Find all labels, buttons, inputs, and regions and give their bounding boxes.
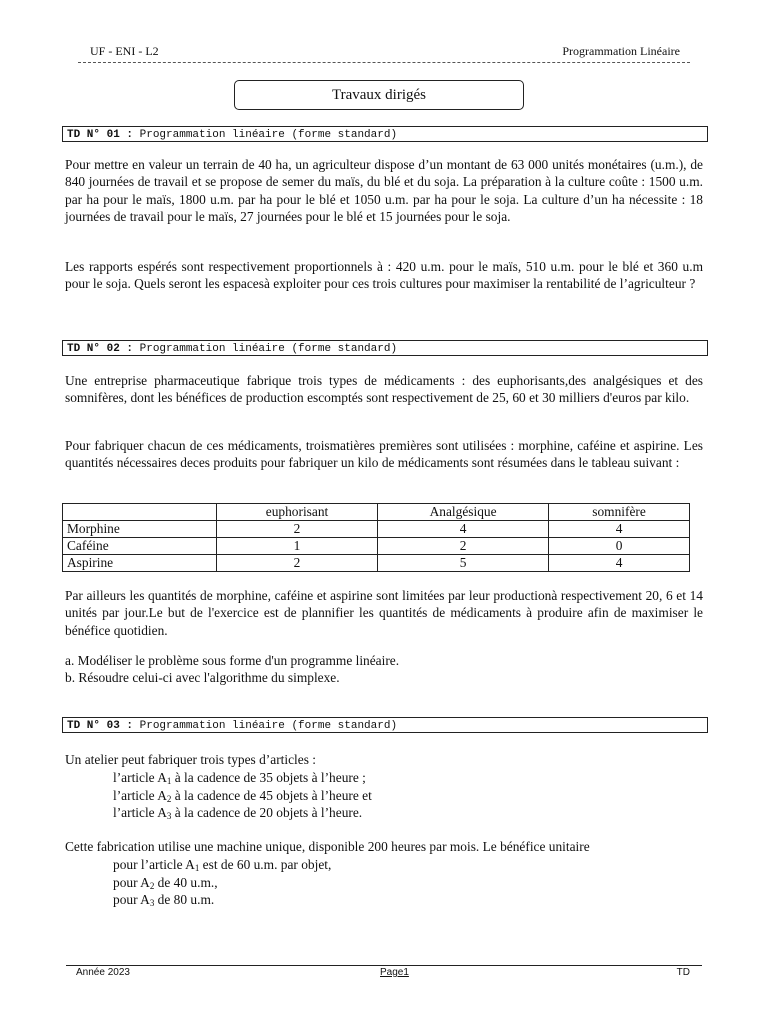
td1-subtitle: Programmation linéaire (forme standard)	[133, 129, 398, 141]
table-cell: 2	[217, 521, 378, 538]
td2-paragraph-1: Une entreprise pharmaceutique fabrique trois types de médicaments : des euphorisants,des analgésiques et des somnifères, dont les bénéfices de production escomptés sont respectivement de 25, 60 et 30 milliers d'euros par kilo.	[65, 373, 703, 406]
table-cell: Caféine	[63, 538, 217, 555]
td3-profit-3	[113, 891, 214, 908]
medication-table	[62, 503, 690, 572]
td3-profit-1	[113, 856, 331, 873]
article-subscript: 3	[166, 811, 172, 821]
td3-heading	[62, 717, 708, 733]
profit-prefix: pour A	[113, 875, 150, 890]
footer-page-number: Page1	[380, 967, 409, 978]
footer-year: Année 2023	[76, 967, 130, 978]
article-prefix: l’article A	[113, 805, 167, 820]
table-cell: 4	[549, 521, 690, 538]
table-cell: Morphine	[63, 521, 217, 538]
article-rate: à la cadence de 35 objets à l’heure ;	[171, 770, 366, 785]
profit-subscript: 2	[149, 881, 155, 891]
footer-divider	[66, 965, 702, 966]
article-prefix: l’article A	[113, 788, 167, 803]
profit-value: de 80 u.m.	[154, 892, 215, 907]
header-divider	[78, 62, 690, 63]
td1-paragraph-1: Pour mettre en valeur un terrain de 40 ha, un agriculteur dispose d’un montant de 63 000 unités monétaires (u.m.), de 840 journées de travail et se propose de semer du maïs, du blé et du soja. La préparation à la culture coûte : 1500 u.m. par ha pour le maïs, 1800 u.m. par ha pour le blé et 1050 u.m. par ha pour le soja. La culture d’un ha nécessite : 18 journées de travail pour le maïs, 27 journées pour le blé et 15 journées pour le soja.	[65, 157, 703, 225]
td2-paragraph-2: Pour fabriquer chacun de ces médicaments, troismatières premières sont utilisées : morphine, caféine et aspirine. Les quantités nécessaires deces produits pour fabriquer un kilo de médicaments sont résumées dans le tableau suivant :	[65, 438, 703, 471]
td1-label: TD N° 01 :	[67, 129, 134, 141]
td3-article-3	[113, 804, 362, 821]
td2-label: TD N° 02 :	[67, 343, 134, 355]
table-row	[63, 555, 690, 572]
td1-paragraph-2: Les rapports espérés sont respectivement proportionnels à : 420 u.m. pour le maïs, 510 u.m. pour le blé et 360 u.m pour le soja. Quels seront les espacesà exploiter pour ces trois cultures pour maximiser la rentabilité de l’agriculteur ?	[65, 259, 703, 292]
profit-value: est de 60 u.m. par objet,	[199, 857, 332, 872]
table-row	[63, 521, 690, 538]
article-rate: à la cadence de 20 objets à l’heure.	[171, 805, 363, 820]
profit-value: de 40 u.m.,	[154, 875, 218, 890]
header-left: UF - ENI - L2	[90, 44, 159, 58]
td2-subtitle: Programmation linéaire (forme standard)	[133, 343, 398, 355]
td1-heading	[62, 126, 708, 142]
table-cell: 5	[378, 555, 549, 572]
page-title: Travaux dirigés	[234, 80, 524, 110]
table-cell: 2	[378, 538, 549, 555]
td2-heading	[62, 340, 708, 356]
profit-subscript: 1	[194, 863, 200, 873]
table-cell: 0	[549, 538, 690, 555]
footer-right: TD	[676, 967, 690, 978]
table-header-cell: euphorisant	[217, 504, 378, 521]
td3-article-1	[113, 769, 366, 786]
profit-subscript: 3	[149, 898, 155, 908]
td3-intro: Un atelier peut fabriquer trois types d’articles :	[65, 752, 316, 767]
td2-paragraph-3: Par ailleurs les quantités de morphine, caféine et aspirine sont limitées par leur productionà respectivement 20, 6 et 14 unités par jour.Le but de l'exercice est de plannifier les quantités de médicaments à produire afin de maximiser le bénéfice quotidien.	[65, 588, 703, 638]
td3-article-2	[113, 787, 372, 804]
table-cell: 1	[217, 538, 378, 555]
profit-prefix: pour l’article A	[113, 857, 195, 872]
article-prefix: l’article A	[113, 770, 167, 785]
table-header-cell	[63, 504, 217, 521]
table-header-row	[63, 504, 690, 521]
article-subscript: 2	[166, 794, 172, 804]
table-header-cell: Analgésique	[378, 504, 549, 521]
table-cell: 2	[217, 555, 378, 572]
article-subscript: 1	[166, 776, 172, 786]
td3-paragraph-2: Cette fabrication utilise une machine unique, disponible 200 heures par mois. Le bénéfice unitaire	[65, 839, 590, 854]
article-rate: à la cadence de 45 objets à l’heure et	[171, 788, 372, 803]
table-cell: 4	[549, 555, 690, 572]
table-cell: Aspirine	[63, 555, 217, 572]
table-cell: 4	[378, 521, 549, 538]
profit-prefix: pour A	[113, 892, 150, 907]
td2-question-a: a. Modéliser le problème sous forme d'un programme linéaire.	[65, 653, 400, 668]
table-header-cell: somnifère	[549, 504, 690, 521]
td3-subtitle: Programmation linéaire (forme standard)	[133, 720, 398, 732]
table-row	[63, 538, 690, 555]
td3-label: TD N° 03 :	[67, 720, 134, 732]
td2-question-b: b. Résoudre celui-ci avec l'algorithme du simplexe.	[65, 670, 340, 685]
header-right: Programmation Linéaire	[562, 44, 680, 58]
td3-profit-2	[113, 874, 218, 891]
